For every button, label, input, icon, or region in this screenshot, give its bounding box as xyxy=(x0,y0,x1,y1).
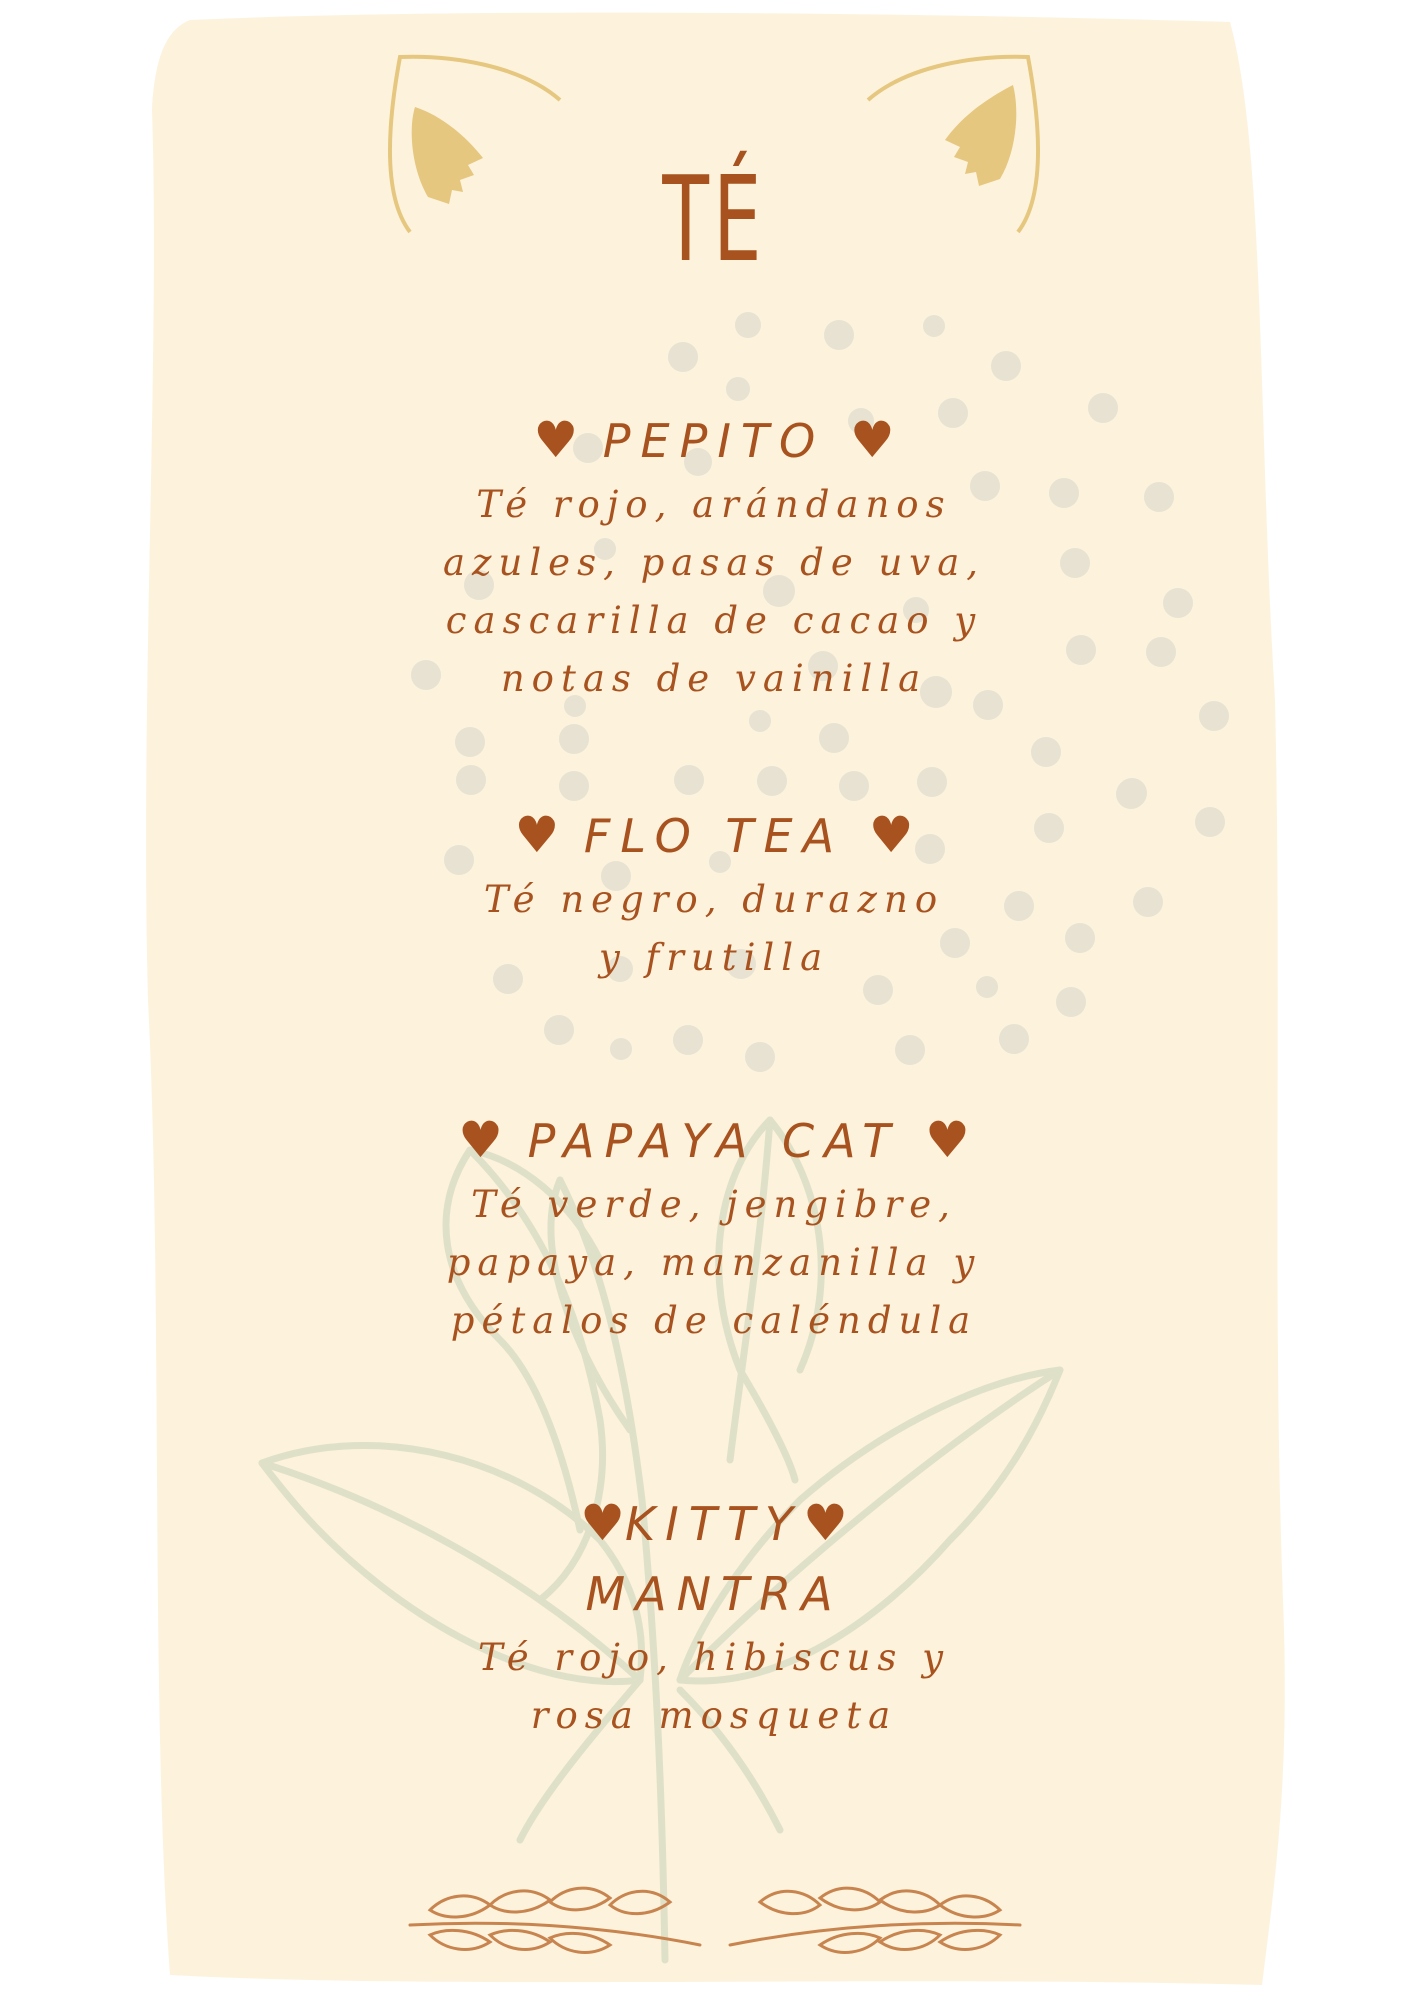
menu-title: TÉ xyxy=(662,150,766,288)
menu-item-papaya-cat xyxy=(0,1105,1428,1350)
heart-icon: ♥ xyxy=(533,411,579,469)
menu-item-pepito xyxy=(0,405,1428,708)
item-name: ♥KITTY♥ xyxy=(580,1494,848,1552)
item-description: Té rojo, arándanos azules, pasas de uva, cascarilla de cacao y notas de vainilla xyxy=(442,483,986,700)
item-description: Té verde, jengibre, papaya, manzanilla y pétalos de caléndula xyxy=(446,1183,982,1342)
item-name-line2: MANTRA xyxy=(585,1567,843,1621)
menu-item-kitty-mantra xyxy=(0,1488,1428,1745)
item-name: ♥ PEPITO ♥ xyxy=(533,411,895,469)
item-description: Té negro, durazno y frutilla xyxy=(483,878,945,979)
heart-icon: ♥ xyxy=(514,806,560,864)
heart-icon: ♥ xyxy=(868,806,914,864)
item-name: ♥ PAPAYA CAT ♥ xyxy=(458,1111,970,1169)
heart-icon: ♥ xyxy=(925,1111,970,1169)
item-description: Té rojo, hibiscus y rosa mosqueta xyxy=(477,1636,951,1737)
heart-icon: ♥ xyxy=(849,411,895,469)
heart-icon: ♥ xyxy=(803,1494,848,1552)
item-name: ♥ FLO TEA ♥ xyxy=(514,806,914,864)
heart-icon: ♥ xyxy=(458,1111,503,1169)
heart-icon: ♥ xyxy=(580,1494,625,1552)
menu-item-flo-tea xyxy=(0,800,1428,987)
